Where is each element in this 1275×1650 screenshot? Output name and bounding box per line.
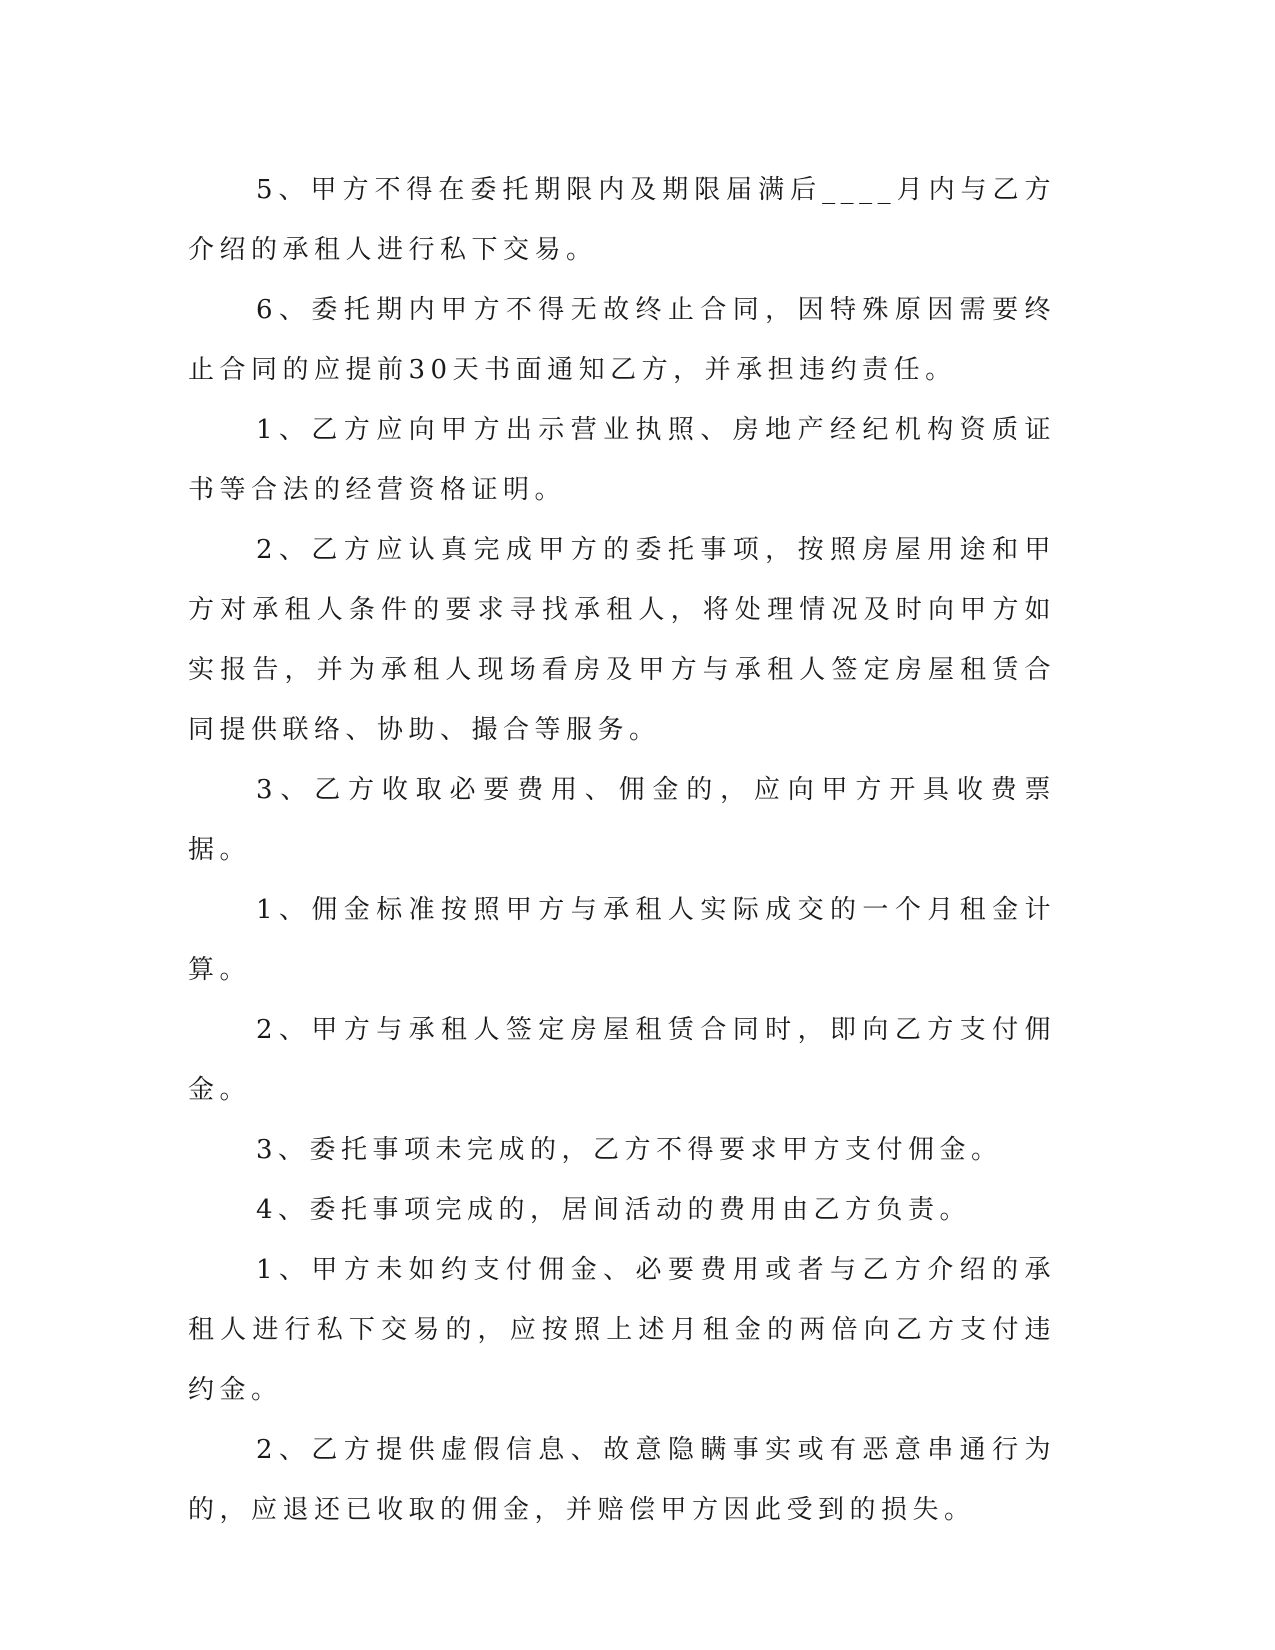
paragraph-commission-payment-time: 2、甲方与承租人签定房屋租赁合同时，即向乙方支付佣金。	[188, 1015, 1056, 1105]
paragraph-commission-not-completed: 3、委托事项未完成的，乙方不得要求甲方支付佣金。	[256, 1135, 1003, 1165]
paragraph-agent-license: 1、乙方应向甲方出示营业执照、房地产经纪机构资质证书等合法的经营资格证明。	[188, 415, 1056, 505]
paragraph-party-a-breach: 1、甲方未如约支付佣金、必要费用或者与乙方介绍的承租人进行私下交易的，应按照上述月租金的两倍向乙方支付违约金。	[188, 1255, 1056, 1405]
paragraph-clause-5-private-dealing: 5、甲方不得在委托期限内及期限届满后____月内与乙方介绍的承租人进行私下交易。	[188, 175, 1056, 265]
paragraph-party-b-breach: 2、乙方提供虚假信息、故意隐瞒事实或有恶意串通行为的，应退还已收取的佣金，并赔偿甲方因此受到的损失。	[188, 1435, 1056, 1525]
paragraph-commission-standard: 1、佣金标准按照甲方与承租人实际成交的一个月租金计算。	[188, 895, 1056, 985]
paragraph-clause-6-termination: 6、委托期内甲方不得无故终止合同，因特殊原因需要终止合同的应提前30天书面通知乙方，并承担违约责任。	[188, 295, 1056, 385]
document-body	[188, 160, 1056, 1540]
paragraph-agent-receipts: 3、乙方收取必要费用、佣金的，应向甲方开具收费票据。	[188, 775, 1056, 865]
paragraph-commission-expenses: 4、委托事项完成的，居间活动的费用由乙方负责。	[256, 1195, 972, 1225]
paragraph-agent-duties: 2、乙方应认真完成甲方的委托事项，按照房屋用途和甲方对承租人条件的要求寻找承租人，将处理情况及时向甲方如实报告，并为承租人现场看房及甲方与承租人签定房屋租赁合同提供联络、协助、撮合等服务。	[188, 535, 1056, 745]
